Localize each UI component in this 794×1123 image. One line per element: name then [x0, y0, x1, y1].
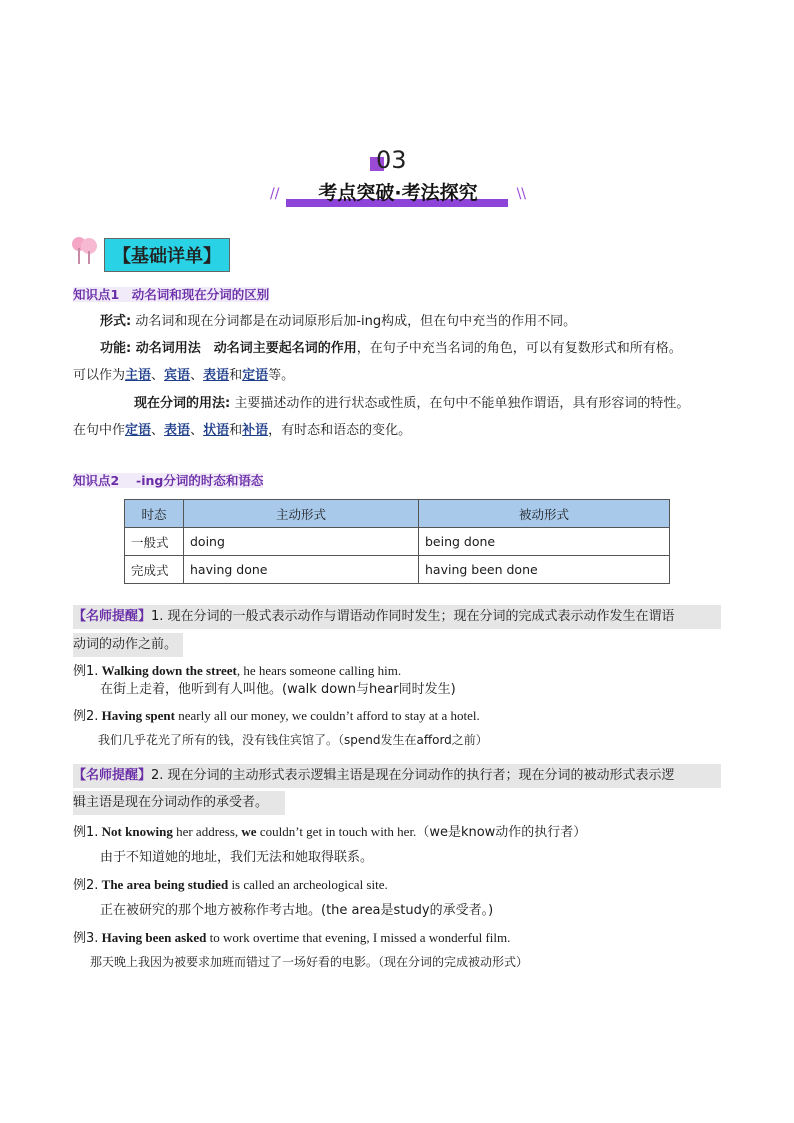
- example-bold: Walking down the street: [101, 663, 237, 678]
- section-number-text: 03: [376, 146, 407, 174]
- form-label: 形式:: [100, 314, 132, 329]
- example-bold: Having spent: [101, 708, 175, 723]
- term-attributive: 定语: [242, 368, 269, 383]
- example-bold: The area being studied: [101, 877, 229, 892]
- kp1-participle-line: [134, 395, 689, 413]
- example-bold: Not knowing: [101, 824, 173, 839]
- tip-tag: 【名师提醒】: [73, 609, 152, 624]
- example-text: to work overtime that evening, I missed a wonderful film.: [206, 930, 511, 945]
- and: 和: [229, 368, 243, 383]
- example-bold: we: [238, 824, 257, 839]
- table-cell: doing: [184, 528, 419, 556]
- example-translation: 由于不知道她的地址，我们无法和她取得联系。: [100, 850, 374, 865]
- kp2-title: [73, 472, 263, 491]
- participle-text: 主要描述动作的进行状态或性质，在句中不能单独作谓语，具有形容词的特性。: [230, 396, 690, 411]
- table-header: 时态: [125, 500, 184, 528]
- func-text: ，在句子中充当名词的角色，可以有复数形式和所有格。: [356, 341, 682, 356]
- table-cell: having been done: [419, 556, 670, 584]
- example-translation: 那天晚上我因为被要求加班而错过了一场好看的电影。（现在分词的完成被动形式）: [90, 955, 529, 969]
- term-subject: 主语: [125, 368, 152, 383]
- example-text: her address,: [172, 824, 239, 839]
- example-number: 例3.: [73, 931, 99, 946]
- example-translation: 在街上走着，他听到有人叫他。(walk down与hear同时发生): [100, 682, 456, 697]
- participle-label: 现在分词的用法:: [134, 396, 231, 411]
- example-4: [73, 876, 388, 895]
- table-row: [125, 556, 670, 584]
- kp1-participle-line2: [73, 422, 411, 440]
- tip-tag: 【名师提醒】: [73, 768, 152, 783]
- tree-icon: [70, 234, 98, 266]
- and: 和: [229, 423, 243, 438]
- example-text: is called an archeological site.: [228, 877, 388, 892]
- kp1-form-line: [100, 313, 576, 331]
- term-predicative: 表语: [164, 423, 191, 438]
- deco-slash-right: \\: [516, 186, 526, 202]
- text: 在句中作: [73, 423, 126, 438]
- example-number: 例1.: [73, 825, 99, 840]
- example-number: 例2.: [73, 709, 99, 724]
- table-cell: having done: [184, 556, 419, 584]
- term-object: 宾语: [164, 368, 191, 383]
- section-number: [376, 146, 407, 174]
- table-cell: 一般式: [125, 528, 184, 556]
- text: 可以作为: [73, 368, 126, 383]
- table-row: [125, 528, 670, 556]
- example-text: couldn’t get in touch with her.: [256, 824, 417, 839]
- deco-slash-left: //: [270, 186, 280, 202]
- example-1: [73, 662, 401, 681]
- example-bold: Having been asked: [101, 930, 207, 945]
- sep: 、: [151, 368, 165, 383]
- kp1-func-line: [100, 340, 682, 358]
- example-5: [73, 929, 510, 948]
- func-label: 功能:: [100, 341, 132, 356]
- example-2: [73, 707, 480, 726]
- sep: 、: [151, 423, 165, 438]
- tip-2-cont: [73, 791, 285, 815]
- sep: 、: [190, 423, 204, 438]
- example-text: , he hears someone calling him.: [236, 663, 402, 678]
- tip-text: 2. 现在分词的主动形式表示逻辑主语是现在分词动作的执行者；现在分词的被动形式表示逻: [151, 768, 675, 783]
- table-cell: being done: [419, 528, 670, 556]
- table-cell: 完成式: [125, 556, 184, 584]
- term-predicative: 表语: [203, 368, 230, 383]
- term-adverbial: 状语: [203, 423, 230, 438]
- example-number: 例1.: [73, 664, 99, 679]
- term-attributive: 定语: [125, 423, 152, 438]
- example-translation: 正在被研究的那个地方被称作考古地。(the area是study的承受者。): [100, 903, 494, 918]
- tip-text: 动词的动作之前。: [73, 637, 178, 652]
- tip-1: [73, 605, 721, 629]
- example-translation: 我们几乎花光了所有的钱，没有钱住宾馆了。（spend发生在afford之前）: [98, 733, 488, 747]
- tip-1-cont: [73, 633, 183, 657]
- tip-text: 1. 现在分词的一般式表示动作与谓语动作同时发生；现在分词的完成式表示动作发生在谓语: [151, 609, 675, 624]
- example-note: （we是know动作的执行者）: [416, 825, 587, 840]
- table-header-row: [125, 500, 670, 528]
- form-text: 动名词和现在分词都是在动词原形后加-ing构成，但在句中充当的作用不同。: [131, 314, 577, 329]
- sep: 、: [190, 368, 204, 383]
- func-bold: 动名词用法 动名词主要起名词的作用: [131, 341, 357, 356]
- example-3: [73, 823, 586, 842]
- text: 等。: [268, 368, 295, 383]
- kp1-title: [73, 286, 269, 305]
- tense-voice-table: [124, 499, 670, 584]
- term-complement: 补语: [242, 423, 269, 438]
- tip-2: [73, 764, 721, 788]
- example-text: nearly all our money, we couldn’t afford to stay at a hotel.: [174, 708, 480, 723]
- example-number: 例2.: [73, 878, 99, 893]
- kp1-func-line2: [73, 367, 294, 385]
- kp1-title-text: 知识点1 动名词和现在分词的区别: [73, 287, 270, 302]
- section-label: 【基础详单】: [104, 238, 230, 272]
- table-header: 被动形式: [419, 500, 670, 528]
- chapter-title-text: 考点突破·考法探究: [318, 182, 478, 204]
- kp2-title-text: 知识点2 -ing分词的时态和语态: [73, 473, 264, 488]
- tip-text: 辑主语是现在分词动作的承受者。: [73, 795, 269, 810]
- table-header: 主动形式: [184, 500, 419, 528]
- chapter-title: [268, 178, 528, 212]
- text: ，有时态和语态的变化。: [268, 423, 412, 438]
